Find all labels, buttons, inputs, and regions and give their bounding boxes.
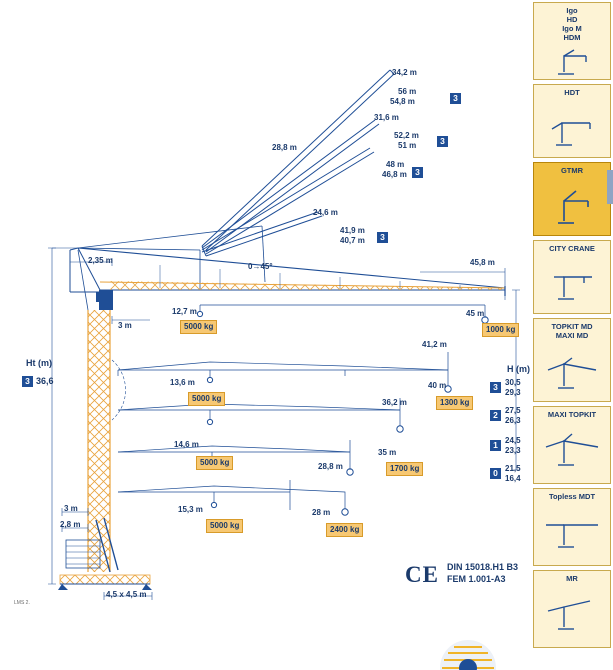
load-curves bbox=[118, 305, 488, 515]
row4-inner-load: 5000 kg bbox=[206, 519, 243, 533]
jib1-height-2: 54,8 m bbox=[390, 97, 415, 106]
sidebar-item-igo-line3: Igo M bbox=[562, 24, 582, 33]
sidebar-item-topkit-md-line1: TOPKIT MD bbox=[551, 322, 593, 331]
row1-inner-load: 5000 kg bbox=[180, 320, 217, 334]
hdt-crane-icon bbox=[534, 111, 610, 149]
row4-outer-radius: 28 m bbox=[312, 508, 331, 517]
h-badge-0: 0 bbox=[490, 468, 501, 479]
standard-din: DIN 15018.H1 B3 bbox=[447, 562, 519, 572]
topless-mdt-crane-icon bbox=[534, 513, 610, 551]
row2-outer-load: 1300 kg bbox=[436, 396, 473, 410]
row2-inner-radius: 13,6 m bbox=[170, 378, 195, 387]
row3-inner-radius: 14,6 m bbox=[174, 440, 199, 449]
slewing-unit bbox=[96, 290, 113, 310]
jib4-badge: 3 bbox=[377, 232, 388, 243]
h-values-1-b: 23,3 bbox=[505, 446, 521, 455]
h-values-3-b: 29,3 bbox=[505, 388, 521, 397]
sidebar-item-city-crane[interactable] bbox=[533, 240, 611, 314]
jib4-height-2: 40,7 m bbox=[340, 236, 365, 245]
standard-fem: FEM 1.001-A3 bbox=[447, 574, 506, 584]
row1-outer-load: 1000 kg bbox=[482, 323, 519, 337]
sidebar-item-igo[interactable] bbox=[533, 2, 611, 80]
jib2-height-1: 52,2 m bbox=[394, 131, 419, 140]
jib2-radius: 31,6 m bbox=[374, 113, 399, 122]
selection-marker bbox=[607, 170, 613, 204]
manufacturer-logo bbox=[440, 640, 496, 670]
jib3-height-2: 46,8 m bbox=[382, 170, 407, 179]
jib4-height-1: 41,9 m bbox=[340, 226, 365, 235]
sidebar-item-igo-line2: HD bbox=[566, 15, 578, 24]
mast-offset-lower-2: 2,8 m bbox=[60, 520, 81, 529]
sidebar-item-topkit-md[interactable] bbox=[533, 318, 611, 402]
h-values-0-a: 21,5 bbox=[505, 464, 521, 473]
jib3-radius: 28,8 m bbox=[272, 143, 297, 152]
jib-tip-radius: 45,8 m bbox=[470, 258, 495, 267]
ht-label: Ht (m) bbox=[26, 358, 52, 368]
jib3-badge: 3 bbox=[412, 167, 423, 178]
sidebar-item-mr-label: MR bbox=[566, 574, 578, 583]
row1-inner-radius: 12,7 m bbox=[172, 307, 197, 316]
row4-outer-load: 2400 kg bbox=[326, 523, 363, 537]
h-badge-2: 2 bbox=[490, 410, 501, 421]
row3-inner-load: 5000 kg bbox=[196, 456, 233, 470]
mr-crane-icon bbox=[534, 595, 610, 633]
sidebar-item-gtmr[interactable] bbox=[533, 162, 611, 236]
h-values-1-a: 24,5 bbox=[505, 436, 521, 445]
sidebar-item-maxi-topkit-label: MAXI TOPKIT bbox=[547, 410, 597, 419]
h-values-3-a: 30,5 bbox=[505, 378, 521, 387]
maxi-topkit-crane-icon bbox=[534, 431, 610, 469]
ce-mark: CE bbox=[405, 562, 439, 587]
city-crane-icon bbox=[534, 265, 610, 303]
jib1-radius: 34,2 m bbox=[392, 68, 417, 77]
sidebar-item-gtmr-label: GTMR bbox=[560, 166, 584, 175]
gtmr-crane-icon bbox=[534, 187, 610, 225]
sidebar-item-topless-mdt-label: Topless MDT bbox=[548, 492, 596, 501]
jib2-badge: 3 bbox=[437, 136, 448, 147]
row4-inner-radius: 15,3 m bbox=[178, 505, 203, 514]
sidebar-item-hdt[interactable] bbox=[533, 84, 611, 158]
sidebar-item-city-crane-label: CITY CRANE bbox=[549, 244, 595, 253]
mast-offset-top: 3 m bbox=[118, 321, 132, 330]
jib2-height-2: 51 m bbox=[398, 141, 417, 150]
row2-inner-load: 5000 kg bbox=[188, 392, 225, 406]
base-dim: 4,5 x 4,5 m bbox=[106, 590, 147, 599]
sidebar-item-mr[interactable] bbox=[533, 570, 611, 648]
h-values-0-b: 16,4 bbox=[505, 474, 521, 483]
h-badge-3: 3 bbox=[490, 382, 501, 393]
luffing-jib-positions bbox=[202, 70, 394, 256]
row3-outer-load: 1700 kg bbox=[386, 462, 423, 476]
sidebar-item-igo-line1: Igo bbox=[566, 6, 578, 15]
mast-offset-lower-1: 3 m bbox=[64, 504, 78, 513]
h-values-2-b: 26,3 bbox=[505, 416, 521, 425]
ht-value: 36,6 bbox=[36, 376, 54, 386]
h-badge-1: 1 bbox=[490, 440, 501, 451]
sidebar-item-maxi-topkit[interactable] bbox=[533, 406, 611, 484]
sidebar-item-topless-mdt[interactable] bbox=[533, 488, 611, 566]
row4-mid-radius: 28,8 m bbox=[318, 462, 343, 471]
row3-outer-radius: 35 m bbox=[378, 448, 397, 457]
crane-family-sidebar bbox=[533, 0, 613, 670]
igo-crane-icon bbox=[534, 42, 610, 80]
h-values-2-a: 27,5 bbox=[505, 406, 521, 415]
h-label: H (m) bbox=[507, 364, 530, 374]
dimension-lines bbox=[48, 248, 520, 600]
jib1-badge: 3 bbox=[450, 93, 461, 104]
row2-mid-radius: 41,2 m bbox=[422, 340, 447, 349]
jib1-height-1: 56 m bbox=[398, 87, 417, 96]
row1-outer-radius: 45 m bbox=[466, 309, 485, 318]
ht-badge: 3 bbox=[22, 376, 33, 387]
sidebar-item-igo-line4: HDM bbox=[563, 33, 581, 42]
topkit-md-crane-icon bbox=[534, 354, 610, 392]
row3-mid-radius: 36,2 m bbox=[382, 398, 407, 407]
luff-angle: 0→45° bbox=[248, 262, 273, 271]
row2-outer-radius: 40 m bbox=[428, 381, 447, 390]
corner-code: LMS 2. bbox=[14, 600, 30, 606]
sidebar-item-topkit-md-line2: MAXI MD bbox=[555, 331, 589, 340]
counter-jib-dim: 2,35 m bbox=[88, 256, 113, 265]
jib4-radius: 24,6 m bbox=[313, 208, 338, 217]
sidebar-item-hdt-label: HDT bbox=[564, 88, 580, 97]
jib3-height-1: 48 m bbox=[386, 160, 405, 169]
